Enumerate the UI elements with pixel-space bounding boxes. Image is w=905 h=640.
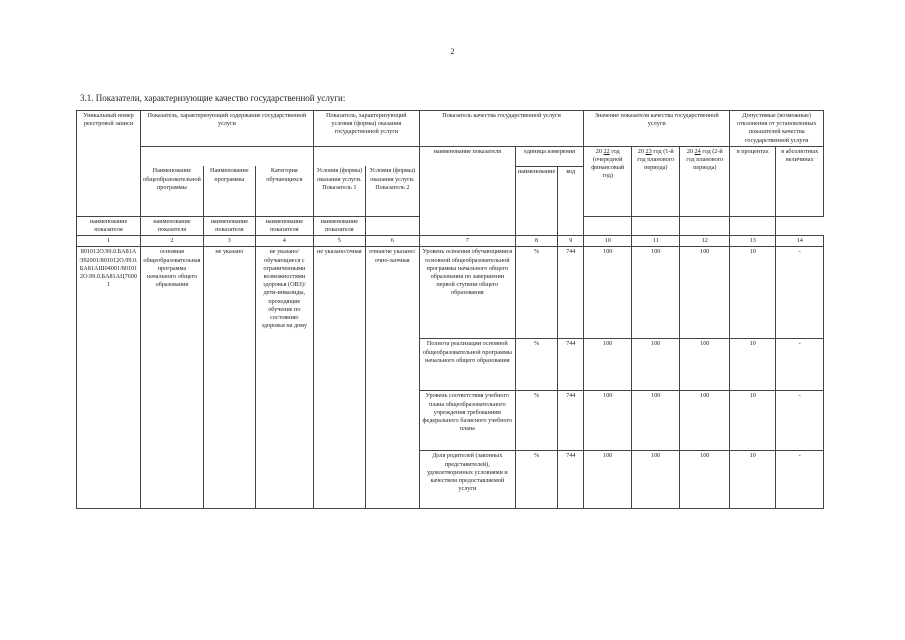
col-number: 7 — [419, 236, 515, 247]
indicator-deviation-abs: - — [776, 451, 824, 509]
header-unit-name: наименование — [515, 166, 557, 235]
indicator-value-2: 100 — [632, 451, 680, 509]
record-category: не указано/обучающиеся с ограниченными возможностями здоровья (ОВЗ)/ дети-инвалиды, проходящие обучение по состоянию здоровья на дому — [255, 247, 313, 509]
indicator-value-1: 100 — [584, 451, 632, 509]
col-number: 12 — [680, 236, 730, 247]
record-program: основная общеобразовательная программа начального общего образования — [141, 247, 204, 509]
col-number: 10 — [584, 236, 632, 247]
indicator-value-3: 100 — [680, 391, 730, 451]
record-condition-1: не указано/очная — [313, 247, 365, 509]
indicator-code: 744 — [558, 451, 584, 509]
header-content-spacer — [141, 146, 314, 166]
header-sub-name: наименование показателя — [313, 216, 365, 235]
header-blank — [365, 216, 419, 235]
indicator-value-1: 100 — [584, 339, 632, 391]
col-number: 11 — [632, 236, 680, 247]
header-conditions-group: Показатель, характеризующий условия (формы) оказания государственной услуги — [313, 111, 419, 147]
indicator-value-1: 100 — [584, 247, 632, 339]
header-unit-code: код — [558, 166, 584, 235]
col-number: 6 — [365, 236, 419, 247]
header-deviation-pct: в процентах — [730, 146, 776, 216]
col-number: 14 — [776, 236, 824, 247]
header-unit: единица измерения — [515, 146, 583, 166]
indicator-value-2: 100 — [632, 391, 680, 451]
indicator-deviation-abs: - — [776, 247, 824, 339]
header-year-1: 20 22 год (очередной финансовый год) — [584, 146, 632, 216]
col-number: 5 — [313, 236, 365, 247]
record-condition-2: очная/не указано/ очно-заочная — [365, 247, 419, 509]
indicator-deviation-pct: 10 — [730, 339, 776, 391]
header-sub-condition-1: Условия (формы) оказания услуги. Показатель 1 — [313, 166, 365, 216]
col-number: 9 — [558, 236, 584, 247]
col-number: 3 — [203, 236, 255, 247]
indicator-name: Доля родителей (законных представителей), удовлетворенных условиями и качеством предоставляемой услуги — [419, 451, 515, 509]
header-sub-name: наименование показателя — [255, 216, 313, 235]
indicator-value-3: 100 — [680, 339, 730, 391]
section-heading: 3.1. Показатели, характеризующие качество государственной услуги: — [80, 93, 346, 103]
indicator-value-3: 100 — [680, 247, 730, 339]
header-blank — [730, 216, 776, 235]
indicator-value-1: 100 — [584, 391, 632, 451]
header-blank — [632, 216, 680, 235]
header-sub-category: Категория обучающихся — [255, 166, 313, 216]
indicator-deviation-abs: - — [776, 391, 824, 451]
indicator-deviation-pct: 10 — [730, 451, 776, 509]
indicator-name: Уровень освоения обучающимися основной общеобразовательной программы начального общего образования по завершении первой ступени общего образования — [419, 247, 515, 339]
header-deviation-abs: в абсолютных величинах — [776, 146, 824, 216]
header-content-group: Показатель, характеризующий содержание государственной услуги — [141, 111, 314, 147]
header-sub-program: Наименование общеобразовательной программы — [141, 166, 204, 216]
header-quality-group: Показатель качества государственной услуги — [419, 111, 583, 147]
header-value-group: Значение показателя качества государственной услуги — [584, 111, 730, 147]
indicator-code: 744 — [558, 247, 584, 339]
indicator-code: 744 — [558, 339, 584, 391]
header-year-2: 20 23 год (1-й год планового периода) — [632, 146, 680, 216]
header-sub-name: наименование показателя — [141, 216, 204, 235]
col-number: 1 — [77, 236, 141, 247]
indicator-unit: % — [515, 247, 557, 339]
indicator-value-3: 100 — [680, 451, 730, 509]
header-year-3: 20 24 год (2-й год планового периода) — [680, 146, 730, 216]
col-number: 8 — [515, 236, 557, 247]
header-unique-number: Уникальный номер реестровой записи — [77, 111, 141, 217]
indicator-unit: % — [515, 451, 557, 509]
indicator-code: 744 — [558, 391, 584, 451]
indicator-unit: % — [515, 391, 557, 451]
record-unique-number: 801012О.99.0.БА81АЭ92001/801012О.99.0.БА81АШ04001/801012О.99.0.БА81АЦ76001 — [77, 247, 141, 509]
indicator-name: Полнота реализации основной общеобразовательной программы начального общего образования — [419, 339, 515, 391]
header-sub-condition-2: Условия (формы) оказания услуги. Показатель 2 — [365, 166, 419, 216]
indicator-value-2: 100 — [632, 247, 680, 339]
indicator-deviation-pct: 10 — [730, 391, 776, 451]
header-sub-name: наименование показателя — [203, 216, 255, 235]
indicator-unit: % — [515, 339, 557, 391]
col-number: 4 — [255, 236, 313, 247]
record-program-name: не указано — [203, 247, 255, 509]
indicator-value-2: 100 — [632, 339, 680, 391]
header-sub-name: наименование показателя — [77, 216, 141, 235]
header-deviation-group: Допустимые (возможные) отклонения от установленных показателей качества государственной услуги — [730, 111, 824, 147]
col-number: 13 — [730, 236, 776, 247]
header-sub-program-name: Наименование программы — [203, 166, 255, 216]
indicator-name: Уровень соответствия учебного плана общеобразовательного учреждения требованиям федерального базисного учебного плана — [419, 391, 515, 451]
header-blank — [584, 216, 632, 235]
header-blank — [680, 216, 730, 235]
quality-indicators-table — [76, 110, 824, 509]
page-number: 2 — [450, 47, 455, 56]
indicator-deviation-pct: 10 — [730, 247, 776, 339]
header-indicator-name: наименование показателя — [419, 146, 515, 235]
indicator-deviation-abs: - — [776, 339, 824, 391]
header-conditions-spacer — [313, 146, 419, 166]
col-number: 2 — [141, 236, 204, 247]
